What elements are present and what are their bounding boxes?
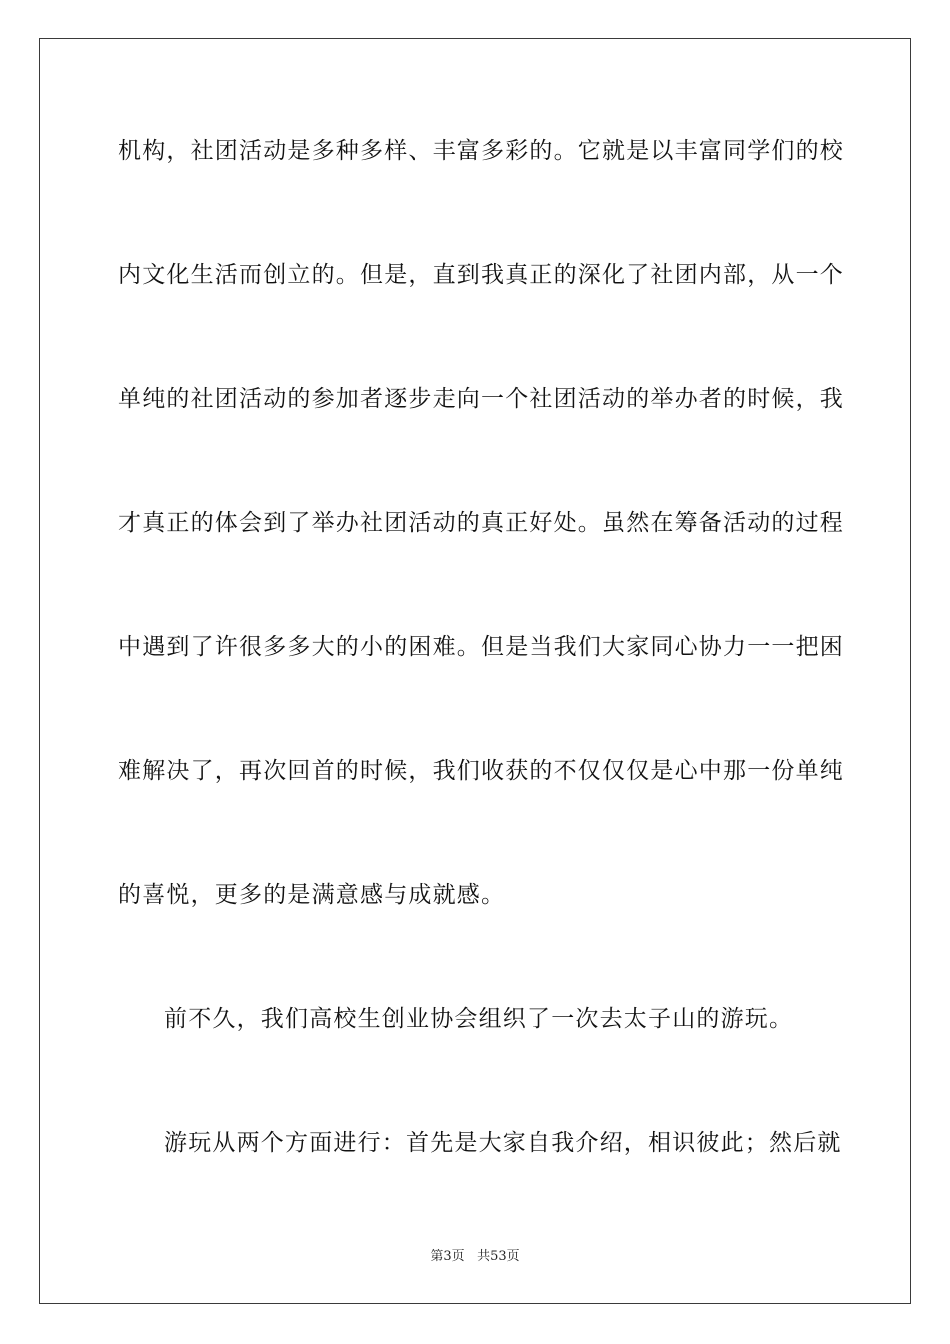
page-footer	[0, 1248, 950, 1266]
paragraph-line: 的喜悦，更多的是满意感与成就感。	[118, 882, 506, 908]
paragraph-line: 游玩从两个方面进行：首先是大家自我介绍，相识彼此；然后就	[164, 1130, 842, 1156]
paragraph-line: 难解决了，再次回首的时候，我们收获的不仅仅仅是心中那一份单纯	[118, 758, 844, 784]
paragraph-line: 单纯的社团活动的参加者逐步走向一个社团活动的举办者的时候，我	[118, 386, 844, 412]
current-page-number: 第3页	[430, 1249, 465, 1264]
paragraph-line: 中遇到了许很多多大的小的困难。但是当我们大家同心协力一一把困	[118, 634, 844, 660]
page-border	[39, 38, 911, 1304]
paragraph-line: 机构，社团活动是多种多样、丰富多彩的。它就是以丰富同学们的校	[118, 138, 844, 164]
paragraph-line: 前不久，我们高校生创业协会组织了一次去太子山的游玩。	[164, 1006, 794, 1032]
paragraph-line: 才真正的体会到了举办社团活动的真正好处。虽然在筹备活动的过程	[118, 510, 844, 536]
paragraph-line: 内文化生活而创立的。但是，直到我真正的深化了社团内部，从一个	[118, 262, 844, 288]
total-page-count: 共53页	[477, 1249, 520, 1264]
